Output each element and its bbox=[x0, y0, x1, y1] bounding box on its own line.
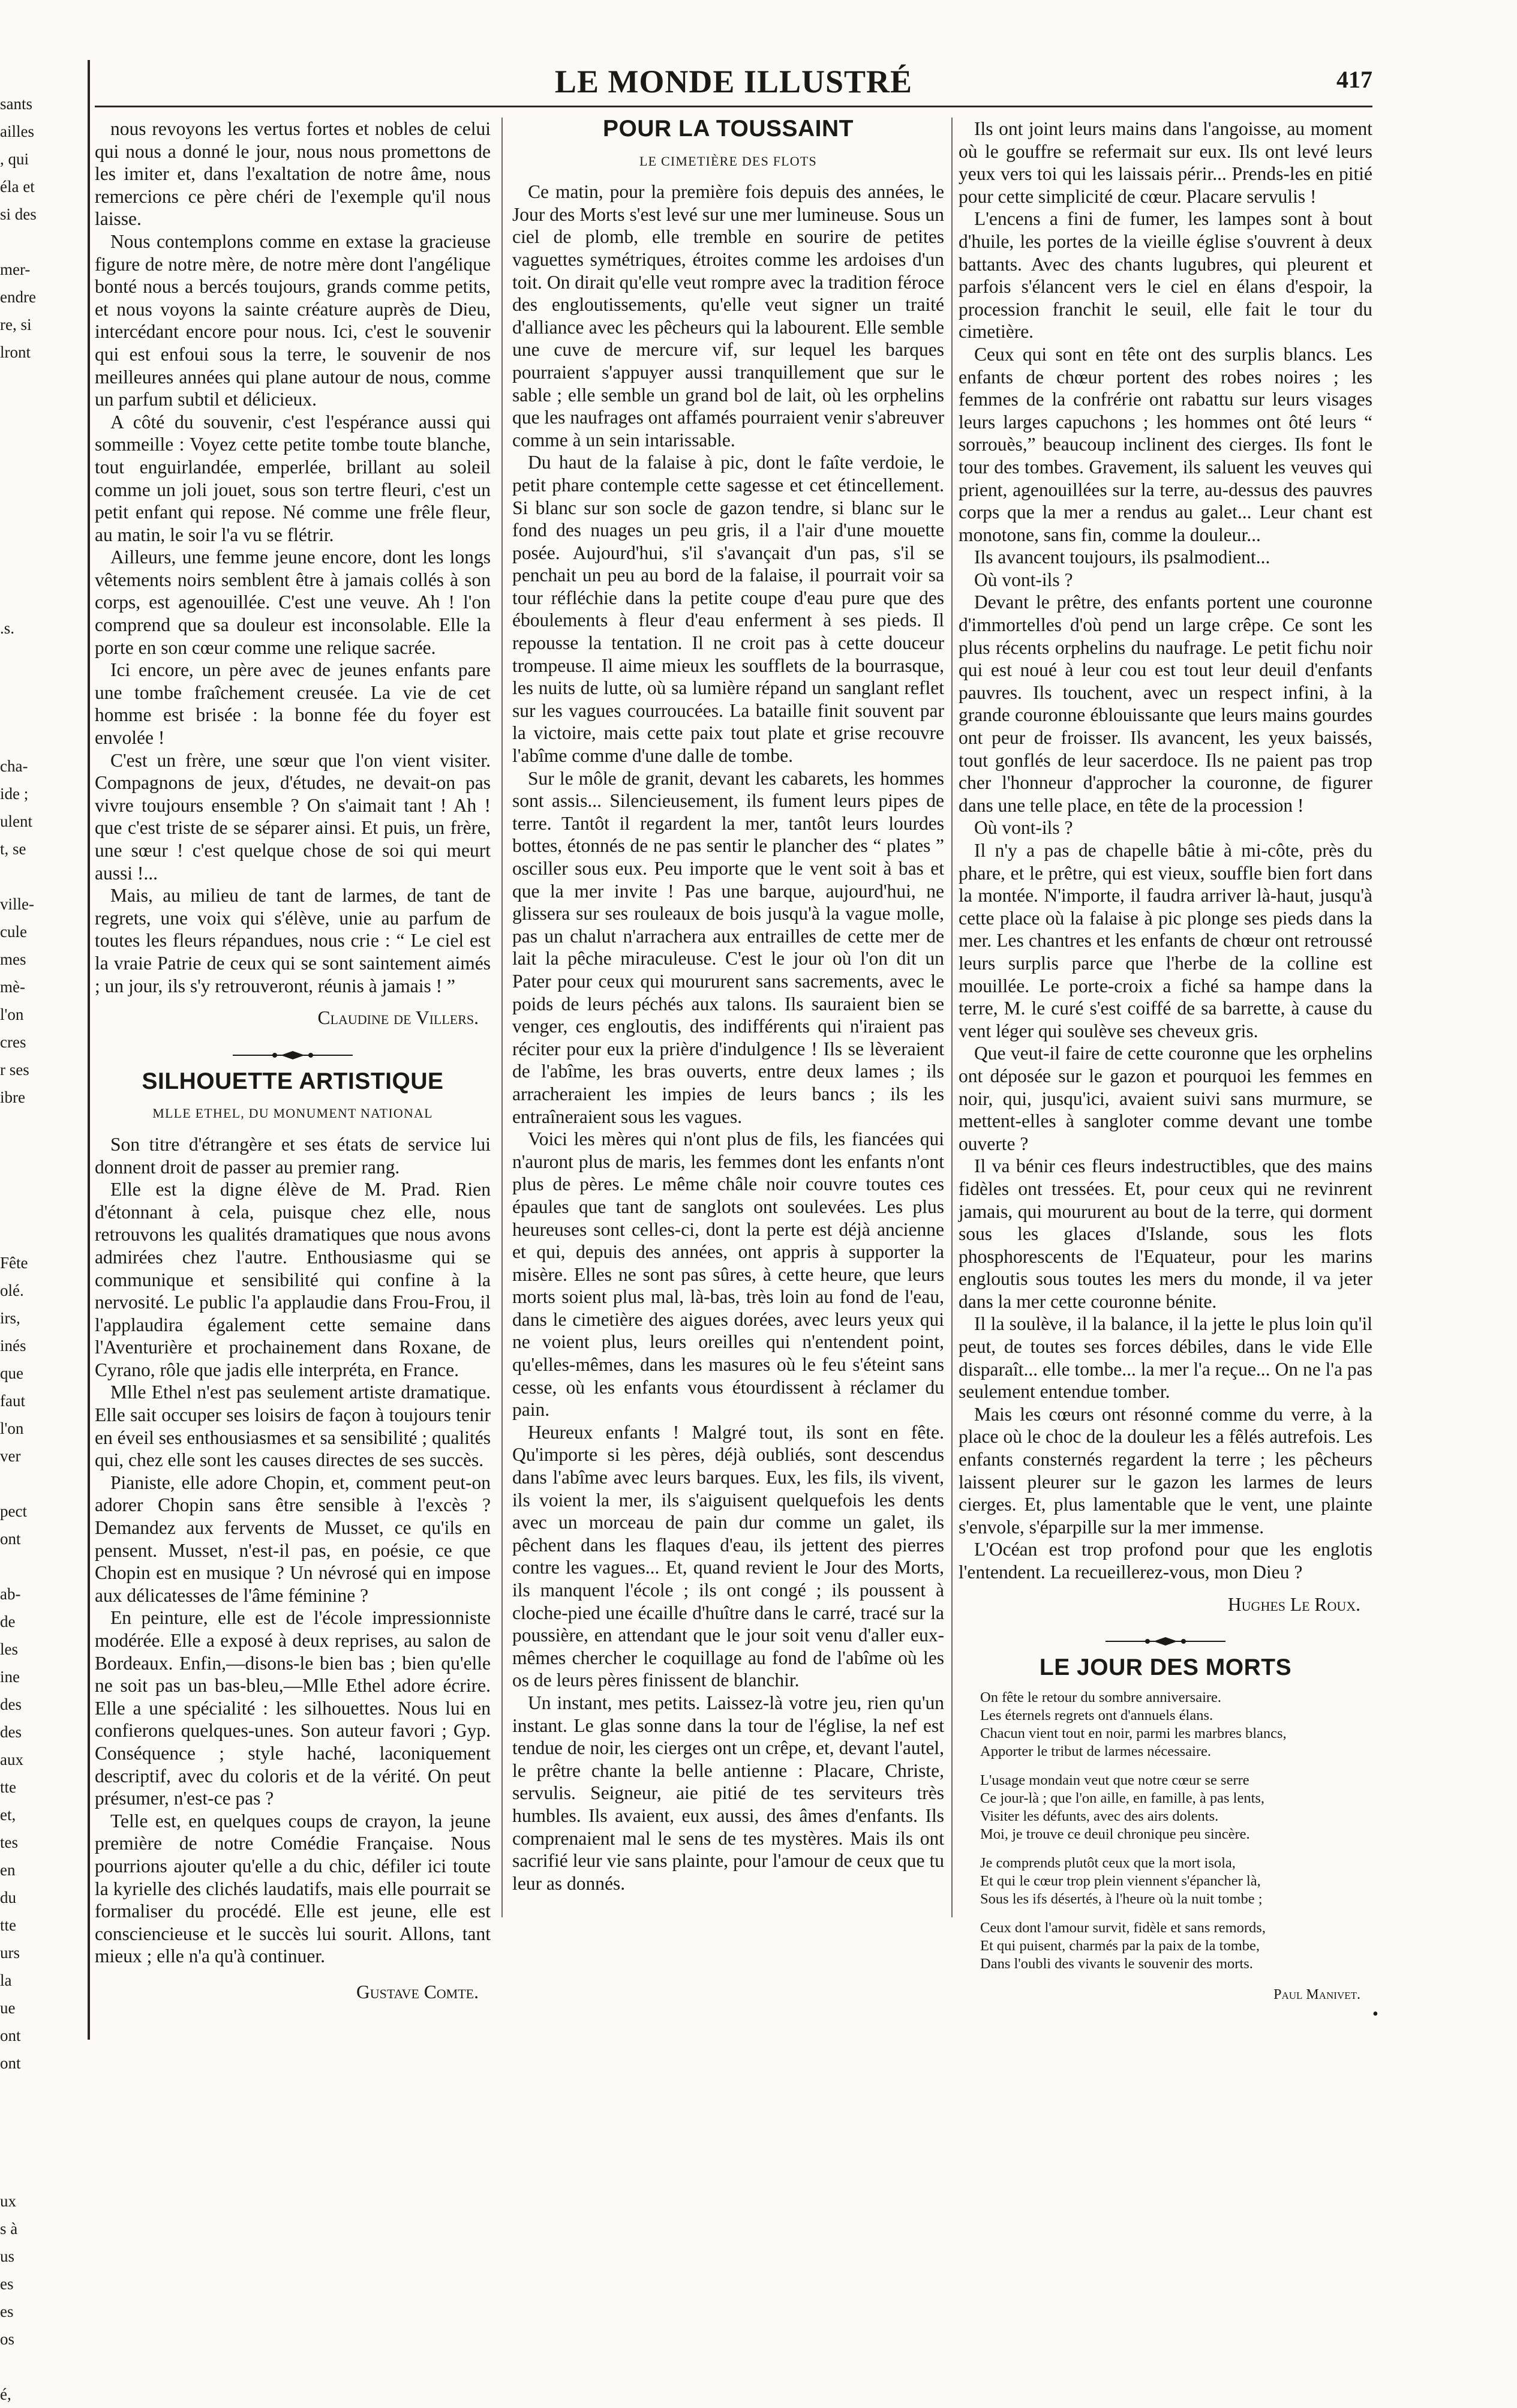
margin-fragment: ailles bbox=[0, 122, 34, 140]
poem-verse: Les éternels regrets ont d'annuels élans. bbox=[980, 1707, 1213, 1724]
margin-fragment: ab- bbox=[0, 1585, 21, 1603]
paragraph: Pianiste, elle adore Chopin, et, comment peut-on adorer Chopin sans être sensible à l'excès ? Demandez aux fervents de Musset, ce qu'ils en pensent. Musset, n'est-il pas, en poésie, ce que Chopin est en musique ? Un névrosé qui en impose aux délicatesses de l'âme féminine ? bbox=[95, 1472, 491, 1606]
margin-fragment bbox=[0, 1221, 53, 1249]
section-title-silhouette: SILHOUETTE ARTISTIQUE bbox=[142, 1068, 444, 1094]
paragraph: Il n'y a pas de chapelle bâtie à mi-côte, près du phare, et le prêtre, qui est vieux, souffle bien fort dans la montée. N'importe, il faudra arriver là-haut, jusqu'à cette place où la falaise à pic plonge ses pieds dans la mer. Les chantres et les enfants de chœur ont retroussé leurs surplis parce que l'herbe de la colline est mouillée. Le porte-croix a fiché sa hampe dans la terre, M. le curé s'est coiffé de sa barrette, à cause du vent léger qui soulève ses cheveux gris. bbox=[959, 840, 1372, 1041]
page-header bbox=[95, 63, 1372, 100]
poem-verse: Ce jour-là ; que l'on aille, en famille, à pas lents, bbox=[980, 1790, 1265, 1806]
paragraph: Ce matin, pour la première fois depuis des années, le Jour des Morts s'est levé sur une mer lumineuse. Sous un ciel de plomb, elle tremble en sourire de petites vaguettes symétriques, étroites comme les ardoises d'un toit. On dirait qu'elle veut rompre avec la tradition féroce des engloutissements, qu'elle veut signer un traité d'alliance avec les pêcheurs qui la labourent. Elle semble une cuve de mercure vif, sur lequel les barques pourraient s'appuyer aussi tranquillement que sur le sable ; elle semble un grand bol de lait, où les orphelins que les naufrages ont affamés pourraient venir s'abreuver comme à un sein intarissable. bbox=[512, 181, 944, 451]
margin-fragment: olé. bbox=[0, 1281, 24, 1299]
paragraph: Son titre d'étrangère et ses états de service lui donnent droit de passer au premier rang. bbox=[95, 1133, 491, 1178]
paragraph: nous revoyons les vertus fortes et nobles de celui qui nous a donné le jour, nous nous promettons de les imiter et, dans l'exaltation de notre âme, nous remercions ce père chéri de l'exemple qu'il nous laisse. bbox=[95, 118, 491, 230]
toussaint-text-continued bbox=[959, 118, 1372, 1584]
margin-fragment: ine bbox=[0, 1668, 20, 1686]
margin-fragment: tte bbox=[0, 1778, 16, 1796]
paragraph: Mais, au milieu de tant de larmes, de tant de regrets, une voix qui s'élève, unie au parfum de toutes les fleurs répandues, nous crie : “ Le ciel est la vraie Patrie de ceux qui se sont saintement aimés ; un jour, ils s'y retrouveront, réunis à jamais ! ” bbox=[95, 885, 491, 996]
margin-fragment: mè- bbox=[0, 978, 25, 996]
margin-fragment: t, se bbox=[0, 840, 26, 858]
margin-fragment: que bbox=[0, 1364, 23, 1382]
margin-fragment: ibre bbox=[0, 1088, 25, 1106]
column-2 bbox=[512, 118, 944, 1894]
poem-verse: Ceux dont l'amour survit, fidèle et sans remords, bbox=[980, 1919, 1266, 1936]
margin-fragment: et, bbox=[0, 1806, 16, 1824]
paragraph: Nous contemplons comme en extase la gracieuse figure de notre mère, de notre mère dont l'angélique bonté nous a bercés toujours, grands comme petits, et nous voyons la sainte créature auprès de Dieu, intercédant encore pour nous. Ici, c'est le souvenir qui est enfoui sous la terre, le souvenir de nos meilleures années qui plane autour de nous, comme un parfum subtil et délicieux. bbox=[95, 230, 491, 410]
margin-fragment: é, bbox=[0, 2385, 11, 2403]
paragraph: Un instant, mes petits. Laissez-là votre jeu, rien qu'un instant. Le glas sonne dans la tour de l'église, la nef est tendue de noir, les cierges ont un crêpe, et, devant l'autel, le prêtre chante la belle antienne : Placare, Christe, servulis. Seigneur, aie pitié de tes serviteurs très humbles. Ils avaient, eux aussi, des âmes d'enfants. Ils comprenaient mal le sens de tes mystères. Mais ils ont sacrifié leur vie sans plainte, pour l'amour de ceux que tu leur as donnés. bbox=[512, 1692, 944, 1894]
margin-fragment bbox=[0, 725, 53, 752]
poem-title: LE JOUR DES MORTS bbox=[1039, 1655, 1292, 1681]
paragraph: Mais les cœurs ont résonné comme du verre, à la place où le choc de la douleur les a fêlés autrefois. Les enfants consternés regardent la terre ; les pêcheurs laissent pleurer sur le gazon les larmes de leurs cierges. Et, plus lamentable que le vent, une plainte s'envole, s'éparpille sur la mer immense. bbox=[959, 1403, 1372, 1538]
margin-fragment: la bbox=[0, 1971, 12, 1989]
margin-fragment bbox=[0, 642, 53, 669]
margin-fragment bbox=[0, 228, 53, 256]
margin-fragment: en bbox=[0, 1861, 16, 1879]
paragraph: Il va bénir ces fleurs indestructibles, que des mains fidèles ont tressées. Et, pour ceux qui ne revinrent jamais, qui moururent au bout de la terre, qui dorment sous les glaces d'Islande, sous les flots phosphorescents de l'Equateur, pour les marins engloutis sous toutes les mers du monde, il va jeter dans la mer cette couronne bénite. bbox=[959, 1155, 1372, 1312]
margin-fragment: ver bbox=[0, 1447, 21, 1465]
paragraph: Ici encore, un père avec de jeunes enfants pare une tombe fraîchement creusée. La vie de cet homme est brisée : la bonne fée du foyer est envolée ! bbox=[95, 659, 491, 749]
column-3 bbox=[959, 118, 1372, 2006]
paragraph: Telle est, en quelques coups de crayon, la jeune première de notre Comédie Française. Nous pourrions ajouter qu'elle a du chic, défiler ici toute la kyrielle des clichés laudatifs, mais elle pourrait se formaliser du procédé. Elle est jeune, elle est consciencieuse et le succès lui sourit. Allons, tant mieux ; elle n'a qu'à continuer. bbox=[95, 1810, 491, 1967]
paragraph: En peinture, elle est de l'école impressionniste modérée. Elle a exposé à deux reprises, au salon de Bordeaux. Enfin,—disons-le bien bas ; bien qu'elle ne soit pas un bas-bleu,—Mlle Ethel adore écrire. Elle a une spécialité : les silhouettes. Nous lui en confierons quelques-unes. Son auteur favori ; Gyp. Conséquence ; style haché, laconiquement descriptif, avec du coloris et de la vérité. On peut présumer, n'est-ce pas ? bbox=[95, 1607, 491, 1809]
margin-fragment bbox=[0, 2077, 53, 2104]
paragraph: Sur le môle de granit, devant les cabarets, les hommes sont assis... Silencieusement, ils fument leurs pipes de terre. Tantôt il regardent la mer, tantôt leurs lourdes bottes, étonnés de ne pas sentir le plancher des “ plates ” osciller sous eux. Peu importe que le vent soit à bas et que la mer invite ! Pas une barque, aujourd'hui, ne glissera sur ses rouleaux de bois jusqu'à la vague molle, pas un chalut n'arrachera aux entrailles de cette mer de lait la pêche miraculeuse. C'est le jour où l'on dit un Pater pour ceux qui moururent sans sacrements, avec le poids de leurs péchés aux talons. Ils sauraient bien se venger, ces engloutis, des indifférents qui n'iraient pas réciter pour eux la prière d'indulgence ! Ils se lèveraient de l'abîme, les bras ouverts, entre deux lames ; ils arracheraient les impies de leurs bancs ; ils les entraîneraient sous les vagues. bbox=[512, 767, 944, 1127]
margin-fragment bbox=[0, 1553, 53, 1580]
paragraph: Ceux qui sont en tête ont des surplis blancs. Les enfants de chœur portent des robes noires ; les femmes de la confrérie ont rabattu sur leurs visages leurs larges capuchons ; les hommes ont ôté leurs “ sorrouès,” beaucoup inclinent des cierges. Ils font le tour des tombes. Gravement, ils saluent les veuves qui prient, agenouillées sur la terre, au-dessus des pauvres corps que la mer a rendus au galet... Leur chant est monotone, sans fin, comme la douleur... bbox=[959, 343, 1372, 545]
margin-fragment: de bbox=[0, 1613, 16, 1631]
paragraph: L'Océan est trop profond pour que les englotis l'entendent. La recueillerez-vous, mon Dieu ? bbox=[959, 1539, 1372, 1583]
margin-fragment bbox=[0, 587, 53, 614]
margin-fragment: ue bbox=[0, 1999, 16, 2017]
paragraph: Où vont-ils ? bbox=[974, 817, 1073, 839]
margin-fragment: mer- bbox=[0, 260, 31, 278]
margin-fragment: cha- bbox=[0, 757, 28, 775]
margin-fragment: irs, bbox=[0, 1309, 20, 1327]
margin-fragment: l'on bbox=[0, 1419, 24, 1437]
margin-fragment: ulent bbox=[0, 812, 32, 830]
margin-fragment bbox=[0, 559, 53, 587]
margin-fragment bbox=[0, 2132, 53, 2160]
paragraph: Du haut de la falaise à pic, dont le faîte verdoie, le petit phare contemple cette sagesse et cet étincellement. Si blanc sur son socle de gazon tendre, si blanc sur le fond des nuages un peu gris, il a l'air d'une mouette posée. Aujourd'hui, s'il s'avançait d'un pas, s'il se penchait un peu au bord de la falaise, il pourrait voir sa tour réfléchie dans la petite coupe d'eau pure que des éboulements à fleur d'eau enferment à ses pieds. Il repousse la tentation. Il ne croit pas à cette douceur trompeuse. Il aime mieux les soufflets de la bourrasque, les nuits de lutte, où sa lumière répand un sanglant reflet sur les vagues courroucées. La bataille finit souvent par la victoire, mais cette paix tout plate et grise recouvre l'abîme comme d'une dalle de tombe. bbox=[512, 452, 944, 767]
paragraph: Ils avancent toujours, ils psalmodient... bbox=[974, 547, 1270, 568]
margin-fragment bbox=[0, 421, 53, 449]
bottom-mark: • bbox=[1372, 2005, 1378, 2023]
paragraph: Il la soulève, il la balance, il la jette le plus loin qu'il peut, de toutes ses forces débiles, dans le vide Elle disparaît... elle tombe... la mer l'a reçue... On ne l'a pas seulement entendue tomber. bbox=[959, 1313, 1372, 1403]
silhouette-text bbox=[95, 1133, 491, 1968]
signature-claudine: Claudine de Villers. bbox=[317, 1007, 479, 1029]
margin-fragment bbox=[0, 449, 53, 476]
poem-verse: Je comprends plutôt ceux que la mort isola, bbox=[980, 1854, 1236, 1871]
toussaint-text bbox=[512, 181, 944, 1894]
signature-comte: Gustave Comte. bbox=[356, 1981, 479, 2002]
margin-fragment: les bbox=[0, 1640, 18, 1658]
page-gutter-rule bbox=[88, 60, 90, 2040]
margin-fragment: es bbox=[0, 2302, 14, 2320]
poem-verse: Et qui puisent, charmés par la paix de la tombe, bbox=[980, 1937, 1260, 1954]
margin-fragment: .s. bbox=[0, 619, 15, 637]
paragraph: Ils ont joint leurs mains dans l'angoisse, au moment où le gouffre se refermait sur eux. Ils ont levé leurs yeux vers toi qui les laissais périr... Prends-les en pitié pour cette simplicité de cœur. Placare servulis ! bbox=[959, 118, 1372, 207]
paragraph: C'est un frère, une sœur que l'on vient visiter. Compagnons de jeux, d'études, ne devait-on pas vivre toujours ensemble ? On s'aimait tant ! Ah ! que c'est triste de se séparer ainsi. Et puis, un frère, une sœur ! c'est quelque chose de soi qui meurt aussi !... bbox=[95, 749, 491, 884]
paragraph: Où vont-ils ? bbox=[974, 569, 1073, 590]
poem-verse: On fête le retour du sombre anniversaire. bbox=[980, 1689, 1222, 1706]
paragraph: Voici les mères qui n'ont plus de fils, les fiancées qui n'auront plus de maris, les femmes dont les enfants n'ont plus de pères. Le même châle noir couvre toutes ces épaules que tant de sanglots ont soulevées. Les plus heureuses sont celles-ci, dont la perte est déjà ancienne et qui, depuis des années, ont appris à supporter la misère. Elles ne sont pas sûres, à cette heure, que leurs morts soient plus mal, là-bas, très loin au fond de l'eau, dans le cimetière des aigues dorées, avec leurs yeux qui ne voient plus, leurs oreilles qui n'entendent point, qu'elles-mêmes, dans les masures où le feu s'éteint sans cesse, où les enfants vous étourdissent à réclamer du pain. bbox=[512, 1128, 944, 1421]
paragraph: L'encens a fini de fumer, les lampes sont à bout d'huile, les portes de la vieille église s'ouvrent à deux battants. Avec des chants lugubres, qui pleurent et parfois s'élancent vers le ciel en élans d'espoir, la procession franchit le seuil, elle fait le tour du cimetière. bbox=[959, 208, 1372, 343]
header-rule bbox=[95, 106, 1372, 107]
poem-verse: Et qui le cœur trop plein viennent s'épancher là, bbox=[980, 1872, 1261, 1889]
margin-fragment: , qui bbox=[0, 150, 29, 168]
poem-stanza bbox=[980, 1772, 1372, 1843]
ornament-divider bbox=[95, 1044, 491, 1062]
margin-fragment bbox=[0, 2160, 53, 2187]
margin-fragment: cule bbox=[0, 923, 27, 941]
column-rule bbox=[951, 118, 953, 1917]
left-page-bleed bbox=[0, 0, 90, 2403]
poem-verse: Dans l'oubli des vivants le souvenir des morts. bbox=[980, 1955, 1253, 1972]
margin-fragment: us bbox=[0, 2247, 15, 2265]
margin-fragment: pect bbox=[0, 1502, 27, 1520]
poem-stanza bbox=[980, 1689, 1372, 1761]
section-subtitle-ethel: MLLE ETHEL, DU MONUMENT NATIONAL bbox=[152, 1106, 433, 1121]
signature-manivet: Paul Manivet. bbox=[1273, 1986, 1360, 2002]
poem-verse: Visiter les défunts, avec des airs dolents. bbox=[980, 1807, 1219, 1824]
adjacent-page-fragments bbox=[0, 90, 53, 2408]
ornament-divider bbox=[959, 1630, 1372, 1648]
margin-fragment bbox=[0, 697, 53, 725]
margin-fragment bbox=[0, 1470, 53, 1497]
poem-verse: Chacun vient tout en noir, parmi les marbres blancs, bbox=[980, 1725, 1287, 1742]
poem-verse: Sous les ifs désertés, à l'heure où la nuit tombe ; bbox=[980, 1890, 1263, 1907]
margin-fragment: éla et bbox=[0, 178, 35, 196]
margin-fragment: os bbox=[0, 2330, 15, 2348]
margin-fragment: si des bbox=[0, 205, 37, 223]
margin-fragment: r ses bbox=[0, 1061, 29, 1079]
margin-fragment: mes bbox=[0, 950, 26, 968]
article-subtitle-cimetiere: LE CIMETIÈRE DES FLOTS bbox=[639, 153, 817, 169]
margin-fragment: cres bbox=[0, 1033, 26, 1051]
paragraph: Mlle Ethel n'est pas seulement artiste dramatique. Elle sait occuper ses loisirs de façon à toujours tenir en éveil ses enthousiasmes et sa sensibilité ; qualités qui, chez elle sont les causes directes de ses succès. bbox=[95, 1382, 491, 1471]
obituary-text bbox=[95, 118, 491, 997]
margin-fragment: des bbox=[0, 1695, 22, 1713]
poem-body bbox=[980, 1689, 1372, 1973]
margin-fragment: s à bbox=[0, 2220, 18, 2238]
margin-fragment: ux bbox=[0, 2192, 16, 2210]
article-title-toussaint: POUR LA TOUSSAINT bbox=[602, 116, 854, 142]
margin-fragment: re, si bbox=[0, 316, 32, 334]
margin-fragment: sants bbox=[0, 95, 32, 113]
margin-fragment bbox=[0, 394, 53, 421]
paragraph: Elle est la digne élève de M. Prad. Rien d'étonnant à cela, puisque chez elle, nous retrouvons les qualités dramatiques que nous avons admirées chez l'autre. Enthousiasme qui se communique et sensibilité qui confine à la nervosité. Le public l'a applaudie dans Frou-Frou, il l'applaudira également cette semaine dans l'Aventurière et prochainement dans Roxane, de Cyrano, rôle que jadis elle interpréta, en France. bbox=[95, 1179, 491, 1380]
poem-verse: Moi, je trouve ce deuil chronique peu sincère. bbox=[980, 1825, 1250, 1842]
margin-fragment: aux bbox=[0, 1751, 23, 1769]
page-number: 417 bbox=[1336, 66, 1372, 93]
poem-verse: L'usage mondain veut que notre cœur se serre bbox=[980, 1772, 1249, 1788]
poem-stanza bbox=[980, 1854, 1372, 1908]
margin-fragment bbox=[0, 366, 53, 394]
paragraph: Devant le prêtre, des enfants portent une couronne d'immortelles d'où pend un large crêpe. Ce sont les plus récents orphelins du naufrage. Le petit fichu noir qui est noué à leur cou est tout leur deuil d'enfants pauvres. Ils touchent, avec un respect infini, à la grande couronne éblouissante que leurs mains gourdes ont peur de froisser. Ils avancent, les yeux baissés, tout gonflés de leur sacerdoce. Ils ne paient pas trop cher l'honneur d'approcher la couronne, de figurer dans une telle place, en tête de la procession ! bbox=[959, 592, 1372, 816]
margin-fragment bbox=[0, 532, 53, 559]
margin-fragment bbox=[0, 2104, 53, 2132]
poem-verse: Apporter le tribut de larmes nécessaire. bbox=[980, 1743, 1212, 1760]
margin-fragment: ont bbox=[0, 2054, 21, 2072]
margin-fragment: du bbox=[0, 1888, 16, 1906]
margin-fragment bbox=[0, 2353, 53, 2380]
margin-fragment: des bbox=[0, 1723, 22, 1741]
margin-fragment bbox=[0, 504, 53, 532]
margin-fragment: es bbox=[0, 2275, 14, 2293]
paragraph: Heureux enfants ! Malgré tout, ils sont en fête. Qu'importe si les pères, déjà oubliés, sont descendus dans l'abîme avec leurs barques. Eux, les fils, ils vivent, ils voient la mer, ils s'aiguisent quelquefois les dents avec un morceau de pain dur comme un galet, ils pêchent dans les flaques d'eau, ils jettent des pierres contre les vagues... Et, quand revient le Jour des Morts, ils manquent l'école ; ils ont congé ; ils poussent à cloche-pied une écaille d'huître dans le carré, tracé sur la poussière, en attendant que le jour soit venu d'aller eux-mêmes chercher le coquillage au fond de l'abîme où les os de leurs pères finissent de blanchir. bbox=[512, 1421, 944, 1691]
margin-fragment: ont bbox=[0, 1530, 21, 1548]
margin-fragment: ont bbox=[0, 2026, 21, 2044]
margin-fragment bbox=[0, 1166, 53, 1194]
margin-fragment: faut bbox=[0, 1392, 25, 1410]
margin-fragment: tes bbox=[0, 1833, 18, 1851]
margin-fragment: tte bbox=[0, 1916, 16, 1934]
column-rule bbox=[501, 118, 503, 1917]
margin-fragment bbox=[0, 863, 53, 890]
margin-fragment: endre bbox=[0, 288, 36, 306]
paragraph: Que veut-il faire de cette couronne que les orphelins ont déposée sur le gazon et pourquoi les femmes en noir, qui, jusqu'ici, avaient suivi sans murmure, se mettent-elles à sangloter comme devant une tombe ouverte ? bbox=[959, 1043, 1372, 1154]
margin-fragment bbox=[0, 1194, 53, 1221]
poem-stanza bbox=[980, 1919, 1372, 1973]
column-1 bbox=[95, 118, 491, 2004]
signature-le-roux: Hughes Le Roux. bbox=[1227, 1593, 1360, 1615]
paragraph: A côté du souvenir, c'est l'espérance aussi qui sommeille : Voyez cette petite tombe toute blanche, tout enguirlandée, emperlée, brillant au soleil comme un joli jouet, sous son tertre fleuri, c'est un petit enfant qui repose. Né comme une frêle fleur, au matin, le soir l'a vu se flétrir. bbox=[95, 411, 491, 545]
margin-fragment bbox=[0, 476, 53, 504]
paragraph: Ailleurs, une femme jeune encore, dont les longs vêtements noirs semblent être à jamais collés à son corps, est agenouillée. C'est une veuve. Ah ! l'on comprend que sa douleur est inconsolable. Elle la porte en son cœur comme une relique sacrée. bbox=[95, 547, 491, 658]
margin-fragment bbox=[0, 1139, 53, 1166]
margin-fragment: inés bbox=[0, 1337, 26, 1355]
margin-fragment: lront bbox=[0, 343, 31, 361]
margin-fragment: urs bbox=[0, 1944, 20, 1962]
masthead: LE MONDE ILLUSTRÉ bbox=[554, 64, 913, 100]
margin-fragment: l'on bbox=[0, 1005, 24, 1023]
margin-fragment: ide ; bbox=[0, 785, 29, 803]
margin-fragment bbox=[0, 1111, 53, 1139]
margin-fragment bbox=[0, 669, 53, 697]
margin-fragment: ville- bbox=[0, 895, 34, 913]
margin-fragment: Fête bbox=[0, 1254, 28, 1272]
